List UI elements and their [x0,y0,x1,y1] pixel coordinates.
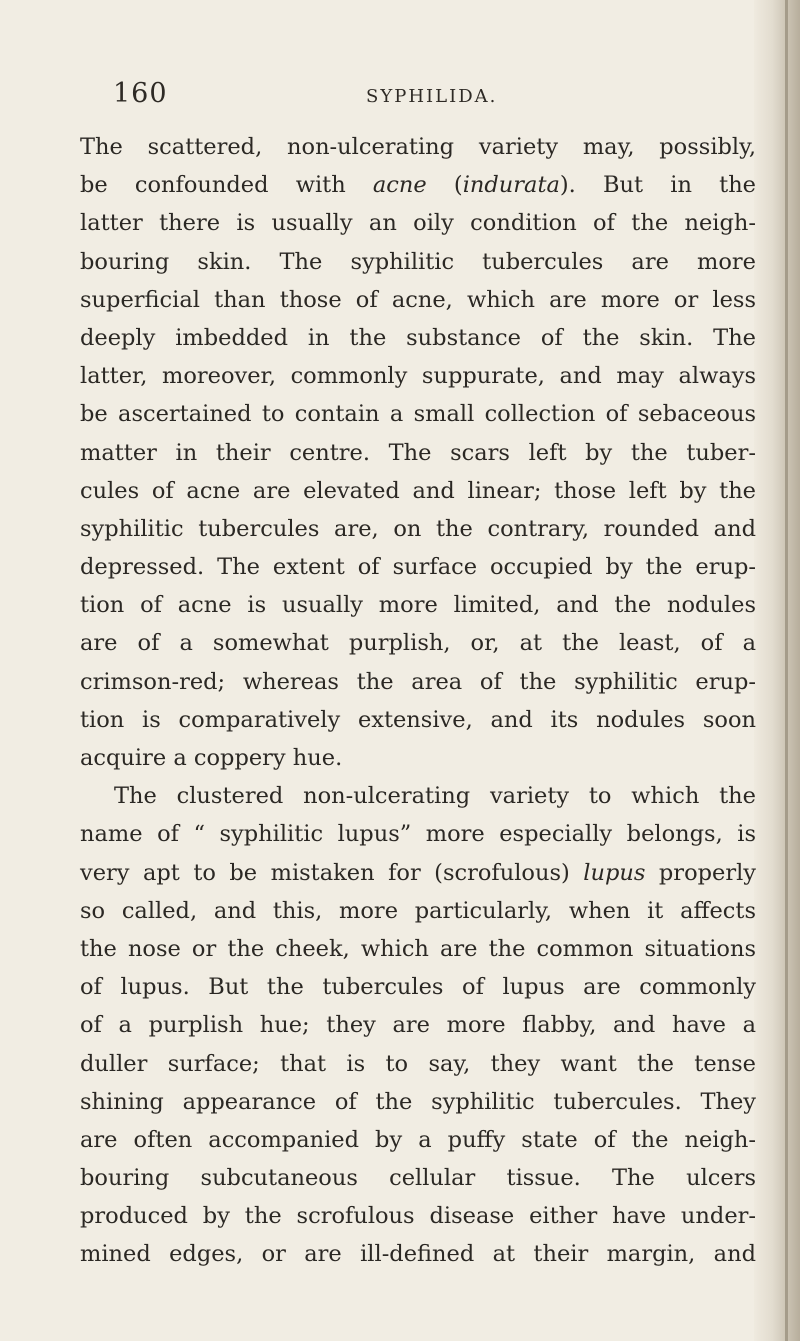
body-text [80,128,756,1274]
text-line: name of “ syphilitic lupus” more especially belongs, is [80,821,756,848]
text-line: are of a somewhat purplish, or, at the least, of a [80,630,756,657]
text-line: depressed. The extent of surface occupied by the erup- [80,554,756,581]
running-title: SYPHILIDA. [366,86,498,107]
text-line: be confounded with acne (indurata). But in the [80,172,756,199]
text-line: the nose or the cheek, which are the common situations [80,935,756,962]
text-line: are often accompanied by a puffy state of the neigh- [80,1126,756,1153]
text-line: The scattered, non-ulcerating variety may, possibly, [80,134,756,160]
text-line: be ascertained to contain a small collection of sebaceous [80,401,756,428]
text-line: bouring subcutaneous cellular tissue. The ulcers [80,1165,756,1192]
text-line: latter, moreover, commonly suppurate, and may always [80,363,756,390]
text-line: so called, and this, more particularly, when it affects [80,897,756,924]
text-line: acquire a coppery hue. [80,745,343,771]
text-line: shining appearance of the syphilitic tubercules. They [80,1088,756,1115]
text-line: deeply imbedded in the substance of the skin. The [80,324,756,351]
text-line-paragraph-start: The clustered non-ulcerating variety to which the [114,783,756,810]
text-line: cules of acne are elevated and linear; those left by the [80,477,756,504]
text-line: of lupus. But the tubercules of lupus are commonly [80,974,756,1001]
text-line: latter there is usually an oily condition of the neigh- [80,210,756,237]
text-line: bouring skin. The syphilitic tubercules are more [80,248,756,275]
text-line: tion is comparatively extensive, and its nodules soon [80,706,756,733]
text-line: crimson-red; whereas the area of the syphilitic erup- [80,668,756,695]
running-head [113,78,773,112]
text-line: of a purplish hue; they are more flabby, and have a [80,1012,756,1039]
text-line: produced by the scrofulous disease either have under- [80,1203,756,1230]
text-line: superficial than those of acne, which are more or less [80,286,756,313]
page-number: 160 [113,78,168,109]
page-edge [785,0,788,1341]
text-line: mined edges, or are ill-defined at their margin, and [80,1241,756,1268]
text-line: matter in their centre. The scars left by the tuber- [80,439,756,466]
text-line: duller surface; that is to say, they want the tense [80,1050,756,1077]
text-line: syphilitic tubercules are, on the contrary, rounded and [80,515,756,542]
page-gutter-shadow [754,0,800,1341]
text-line: very apt to be mistaken for (scrofulous) lupus properly [80,859,756,886]
text-line: tion of acne is usually more limited, and the nodules [80,592,756,619]
